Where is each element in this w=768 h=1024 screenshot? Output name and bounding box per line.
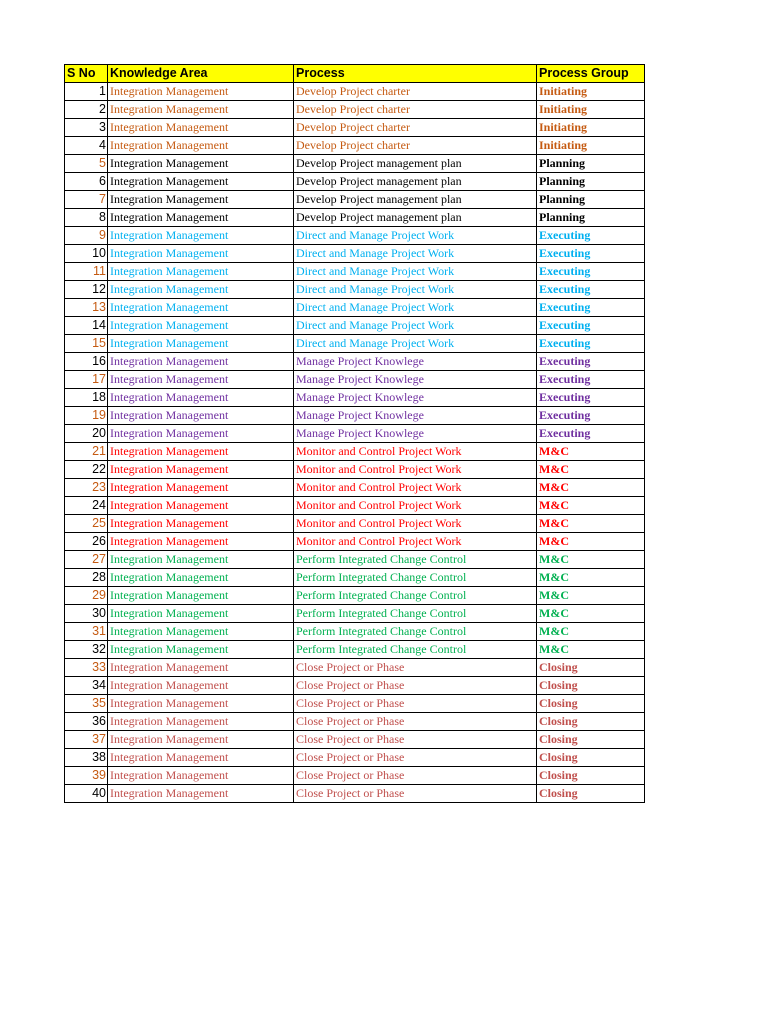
- table-row: [65, 713, 645, 731]
- cell-process-group[interactable]: Executing: [537, 353, 645, 371]
- cell-process[interactable]: Develop Project management plan: [294, 191, 537, 209]
- table-row: [65, 191, 645, 209]
- table-row: [65, 389, 645, 407]
- cell-sno[interactable]: 6: [65, 173, 108, 191]
- table-row: [65, 479, 645, 497]
- table-body: [65, 83, 645, 803]
- cell-sno[interactable]: 7: [65, 191, 108, 209]
- cell-process[interactable]: Close Project or Phase: [294, 785, 537, 803]
- cell-process-group[interactable]: M&C: [537, 497, 645, 515]
- cell-sno[interactable]: 25: [65, 515, 108, 533]
- cell-knowledge-area[interactable]: Integration Management: [108, 407, 294, 425]
- cell-process[interactable]: Close Project or Phase: [294, 695, 537, 713]
- header-process[interactable]: Process: [294, 65, 537, 83]
- cell-process[interactable]: Monitor and Control Project Work: [294, 479, 537, 497]
- cell-sno[interactable]: 32: [65, 641, 108, 659]
- cell-knowledge-area[interactable]: Integration Management: [108, 695, 294, 713]
- cell-process[interactable]: Develop Project charter: [294, 101, 537, 119]
- cell-knowledge-area[interactable]: Integration Management: [108, 515, 294, 533]
- cell-knowledge-area[interactable]: Integration Management: [108, 299, 294, 317]
- cell-process-group[interactable]: M&C: [537, 587, 645, 605]
- cell-process-group[interactable]: Executing: [537, 335, 645, 353]
- cell-sno[interactable]: 21: [65, 443, 108, 461]
- table-row: [65, 731, 645, 749]
- cell-process[interactable]: Close Project or Phase: [294, 731, 537, 749]
- table-row: [65, 461, 645, 479]
- cell-process-group[interactable]: Closing: [537, 767, 645, 785]
- cell-process-group[interactable]: Closing: [537, 659, 645, 677]
- cell-process-group[interactable]: M&C: [537, 605, 645, 623]
- cell-knowledge-area[interactable]: Integration Management: [108, 173, 294, 191]
- process-table: [64, 64, 645, 803]
- cell-process[interactable]: Monitor and Control Project Work: [294, 461, 537, 479]
- cell-process[interactable]: Close Project or Phase: [294, 767, 537, 785]
- cell-process[interactable]: Perform Integrated Change Control: [294, 569, 537, 587]
- cell-process-group[interactable]: Planning: [537, 191, 645, 209]
- cell-process[interactable]: Direct and Manage Project Work: [294, 245, 537, 263]
- cell-knowledge-area[interactable]: Integration Management: [108, 551, 294, 569]
- cell-process[interactable]: Manage Project Knowlege: [294, 353, 537, 371]
- cell-sno[interactable]: 40: [65, 785, 108, 803]
- cell-knowledge-area[interactable]: Integration Management: [108, 569, 294, 587]
- table-row: [65, 371, 645, 389]
- cell-sno[interactable]: 27: [65, 551, 108, 569]
- cell-sno[interactable]: 10: [65, 245, 108, 263]
- cell-sno[interactable]: 11: [65, 263, 108, 281]
- table-row: [65, 101, 645, 119]
- cell-knowledge-area[interactable]: Integration Management: [108, 209, 294, 227]
- table-row: [65, 533, 645, 551]
- cell-knowledge-area[interactable]: Integration Management: [108, 335, 294, 353]
- cell-knowledge-area[interactable]: Integration Management: [108, 317, 294, 335]
- table-row: [65, 263, 645, 281]
- cell-sno[interactable]: 23: [65, 479, 108, 497]
- cell-knowledge-area[interactable]: Integration Management: [108, 389, 294, 407]
- cell-sno[interactable]: 4: [65, 137, 108, 155]
- cell-sno[interactable]: 18: [65, 389, 108, 407]
- table-row: [65, 335, 645, 353]
- cell-sno[interactable]: 13: [65, 299, 108, 317]
- table-row: [65, 155, 645, 173]
- cell-sno[interactable]: 16: [65, 353, 108, 371]
- table-row: [65, 677, 645, 695]
- cell-process-group[interactable]: Initiating: [537, 119, 645, 137]
- cell-sno[interactable]: 15: [65, 335, 108, 353]
- table-row: [65, 317, 645, 335]
- table-row: [65, 497, 645, 515]
- cell-sno[interactable]: 20: [65, 425, 108, 443]
- cell-knowledge-area[interactable]: Integration Management: [108, 587, 294, 605]
- table-row: [65, 227, 645, 245]
- cell-process[interactable]: Direct and Manage Project Work: [294, 263, 537, 281]
- cell-sno[interactable]: 3: [65, 119, 108, 137]
- cell-process[interactable]: Monitor and Control Project Work: [294, 443, 537, 461]
- cell-sno[interactable]: 1: [65, 83, 108, 101]
- cell-sno[interactable]: 14: [65, 317, 108, 335]
- table-row: [65, 119, 645, 137]
- cell-process-group[interactable]: M&C: [537, 623, 645, 641]
- cell-process[interactable]: Direct and Manage Project Work: [294, 281, 537, 299]
- table-row: [65, 749, 645, 767]
- cell-knowledge-area[interactable]: Integration Management: [108, 155, 294, 173]
- cell-sno[interactable]: 34: [65, 677, 108, 695]
- cell-process-group[interactable]: Executing: [537, 245, 645, 263]
- cell-sno[interactable]: 8: [65, 209, 108, 227]
- cell-process[interactable]: Perform Integrated Change Control: [294, 623, 537, 641]
- cell-process-group[interactable]: M&C: [537, 461, 645, 479]
- cell-process[interactable]: Manage Project Knowlege: [294, 407, 537, 425]
- cell-knowledge-area[interactable]: Integration Management: [108, 425, 294, 443]
- cell-sno[interactable]: 17: [65, 371, 108, 389]
- cell-process-group[interactable]: Closing: [537, 785, 645, 803]
- cell-process-group[interactable]: M&C: [537, 533, 645, 551]
- cell-sno[interactable]: 35: [65, 695, 108, 713]
- cell-knowledge-area[interactable]: Integration Management: [108, 83, 294, 101]
- table-row: [65, 659, 645, 677]
- cell-knowledge-area[interactable]: Integration Management: [108, 263, 294, 281]
- cell-knowledge-area[interactable]: Integration Management: [108, 785, 294, 803]
- cell-knowledge-area[interactable]: Integration Management: [108, 623, 294, 641]
- cell-knowledge-area[interactable]: Integration Management: [108, 191, 294, 209]
- cell-process[interactable]: Perform Integrated Change Control: [294, 587, 537, 605]
- cell-knowledge-area[interactable]: Integration Management: [108, 497, 294, 515]
- cell-sno[interactable]: 5: [65, 155, 108, 173]
- header-row: [65, 65, 645, 83]
- cell-sno[interactable]: 24: [65, 497, 108, 515]
- cell-knowledge-area[interactable]: Integration Management: [108, 605, 294, 623]
- cell-sno[interactable]: 37: [65, 731, 108, 749]
- table-row: [65, 569, 645, 587]
- cell-sno[interactable]: 12: [65, 281, 108, 299]
- table-row: [65, 767, 645, 785]
- cell-knowledge-area[interactable]: Integration Management: [108, 371, 294, 389]
- table-row: [65, 83, 645, 101]
- table-row: [65, 785, 645, 803]
- cell-sno[interactable]: 33: [65, 659, 108, 677]
- cell-sno[interactable]: 30: [65, 605, 108, 623]
- cell-knowledge-area[interactable]: Integration Management: [108, 749, 294, 767]
- cell-knowledge-area[interactable]: Integration Management: [108, 353, 294, 371]
- cell-knowledge-area[interactable]: Integration Management: [108, 443, 294, 461]
- cell-process-group[interactable]: Executing: [537, 227, 645, 245]
- cell-process-group[interactable]: Executing: [537, 281, 645, 299]
- cell-knowledge-area[interactable]: Integration Management: [108, 227, 294, 245]
- cell-sno[interactable]: 38: [65, 749, 108, 767]
- table-row: [65, 605, 645, 623]
- cell-process-group[interactable]: Closing: [537, 695, 645, 713]
- cell-process-group[interactable]: Executing: [537, 317, 645, 335]
- cell-process[interactable]: Develop Project charter: [294, 137, 537, 155]
- table-row: [65, 425, 645, 443]
- cell-knowledge-area[interactable]: Integration Management: [108, 119, 294, 137]
- cell-process-group[interactable]: Closing: [537, 749, 645, 767]
- cell-knowledge-area[interactable]: Integration Management: [108, 731, 294, 749]
- cell-process[interactable]: Monitor and Control Project Work: [294, 533, 537, 551]
- cell-knowledge-area[interactable]: Integration Management: [108, 479, 294, 497]
- table-row: [65, 443, 645, 461]
- cell-process[interactable]: Close Project or Phase: [294, 713, 537, 731]
- cell-knowledge-area[interactable]: Integration Management: [108, 713, 294, 731]
- cell-process[interactable]: Close Project or Phase: [294, 749, 537, 767]
- cell-process[interactable]: Develop Project management plan: [294, 173, 537, 191]
- table-row: [65, 353, 645, 371]
- table-row: [65, 641, 645, 659]
- cell-knowledge-area[interactable]: Integration Management: [108, 641, 294, 659]
- cell-knowledge-area[interactable]: Integration Management: [108, 281, 294, 299]
- cell-knowledge-area[interactable]: Integration Management: [108, 659, 294, 677]
- cell-process[interactable]: Direct and Manage Project Work: [294, 299, 537, 317]
- cell-process-group[interactable]: M&C: [537, 569, 645, 587]
- cell-sno[interactable]: 29: [65, 587, 108, 605]
- cell-process[interactable]: Monitor and Control Project Work: [294, 515, 537, 533]
- cell-process-group[interactable]: Closing: [537, 731, 645, 749]
- cell-process[interactable]: Develop Project charter: [294, 83, 537, 101]
- cell-process[interactable]: Perform Integrated Change Control: [294, 551, 537, 569]
- header-knowledge-area[interactable]: Knowledge Area: [108, 65, 294, 83]
- cell-knowledge-area[interactable]: Integration Management: [108, 533, 294, 551]
- cell-process-group[interactable]: Executing: [537, 389, 645, 407]
- cell-knowledge-area[interactable]: Integration Management: [108, 461, 294, 479]
- cell-process[interactable]: Close Project or Phase: [294, 677, 537, 695]
- cell-process[interactable]: Develop Project management plan: [294, 209, 537, 227]
- cell-process-group[interactable]: Planning: [537, 209, 645, 227]
- cell-process[interactable]: Develop Project management plan: [294, 155, 537, 173]
- cell-process-group[interactable]: Closing: [537, 677, 645, 695]
- cell-knowledge-area[interactable]: Integration Management: [108, 245, 294, 263]
- table-row: [65, 245, 645, 263]
- cell-knowledge-area[interactable]: Integration Management: [108, 137, 294, 155]
- table-row: [65, 407, 645, 425]
- cell-process[interactable]: Monitor and Control Project Work: [294, 497, 537, 515]
- cell-process-group[interactable]: Closing: [537, 713, 645, 731]
- cell-sno[interactable]: 39: [65, 767, 108, 785]
- cell-process[interactable]: Perform Integrated Change Control: [294, 605, 537, 623]
- table-row: [65, 551, 645, 569]
- cell-process-group[interactable]: M&C: [537, 641, 645, 659]
- table-row: [65, 623, 645, 641]
- table-row: [65, 281, 645, 299]
- cell-process[interactable]: Direct and Manage Project Work: [294, 335, 537, 353]
- cell-process[interactable]: Direct and Manage Project Work: [294, 317, 537, 335]
- cell-process-group[interactable]: Executing: [537, 371, 645, 389]
- table-row: [65, 173, 645, 191]
- cell-sno[interactable]: 31: [65, 623, 108, 641]
- cell-process-group[interactable]: Initiating: [537, 137, 645, 155]
- table-row: [65, 515, 645, 533]
- table-row: [65, 209, 645, 227]
- cell-process[interactable]: Direct and Manage Project Work: [294, 227, 537, 245]
- cell-process-group[interactable]: M&C: [537, 443, 645, 461]
- table-row: [65, 695, 645, 713]
- cell-process[interactable]: Develop Project charter: [294, 119, 537, 137]
- cell-process-group[interactable]: M&C: [537, 551, 645, 569]
- cell-process[interactable]: Close Project or Phase: [294, 659, 537, 677]
- cell-process-group[interactable]: M&C: [537, 515, 645, 533]
- cell-process[interactable]: Manage Project Knowlege: [294, 371, 537, 389]
- cell-process-group[interactable]: Executing: [537, 407, 645, 425]
- cell-knowledge-area[interactable]: Integration Management: [108, 101, 294, 119]
- cell-sno[interactable]: 22: [65, 461, 108, 479]
- table-row: [65, 299, 645, 317]
- header-sno[interactable]: S No: [65, 65, 108, 83]
- cell-sno[interactable]: 28: [65, 569, 108, 587]
- cell-sno[interactable]: 26: [65, 533, 108, 551]
- cell-knowledge-area[interactable]: Integration Management: [108, 767, 294, 785]
- cell-process-group[interactable]: Initiating: [537, 83, 645, 101]
- cell-process-group[interactable]: Executing: [537, 263, 645, 281]
- cell-sno[interactable]: 9: [65, 227, 108, 245]
- cell-process[interactable]: Perform Integrated Change Control: [294, 641, 537, 659]
- cell-process-group[interactable]: Initiating: [537, 101, 645, 119]
- cell-process-group[interactable]: Planning: [537, 173, 645, 191]
- cell-process-group[interactable]: Planning: [537, 155, 645, 173]
- cell-knowledge-area[interactable]: Integration Management: [108, 677, 294, 695]
- cell-process[interactable]: Manage Project Knowlege: [294, 389, 537, 407]
- table-row: [65, 137, 645, 155]
- cell-process-group[interactable]: Executing: [537, 425, 645, 443]
- cell-process-group[interactable]: M&C: [537, 479, 645, 497]
- cell-sno[interactable]: 36: [65, 713, 108, 731]
- header-process-group[interactable]: Process Group: [537, 65, 645, 83]
- cell-sno[interactable]: 2: [65, 101, 108, 119]
- table-row: [65, 587, 645, 605]
- cell-process[interactable]: Manage Project Knowlege: [294, 425, 537, 443]
- cell-process-group[interactable]: Executing: [537, 299, 645, 317]
- cell-sno[interactable]: 19: [65, 407, 108, 425]
